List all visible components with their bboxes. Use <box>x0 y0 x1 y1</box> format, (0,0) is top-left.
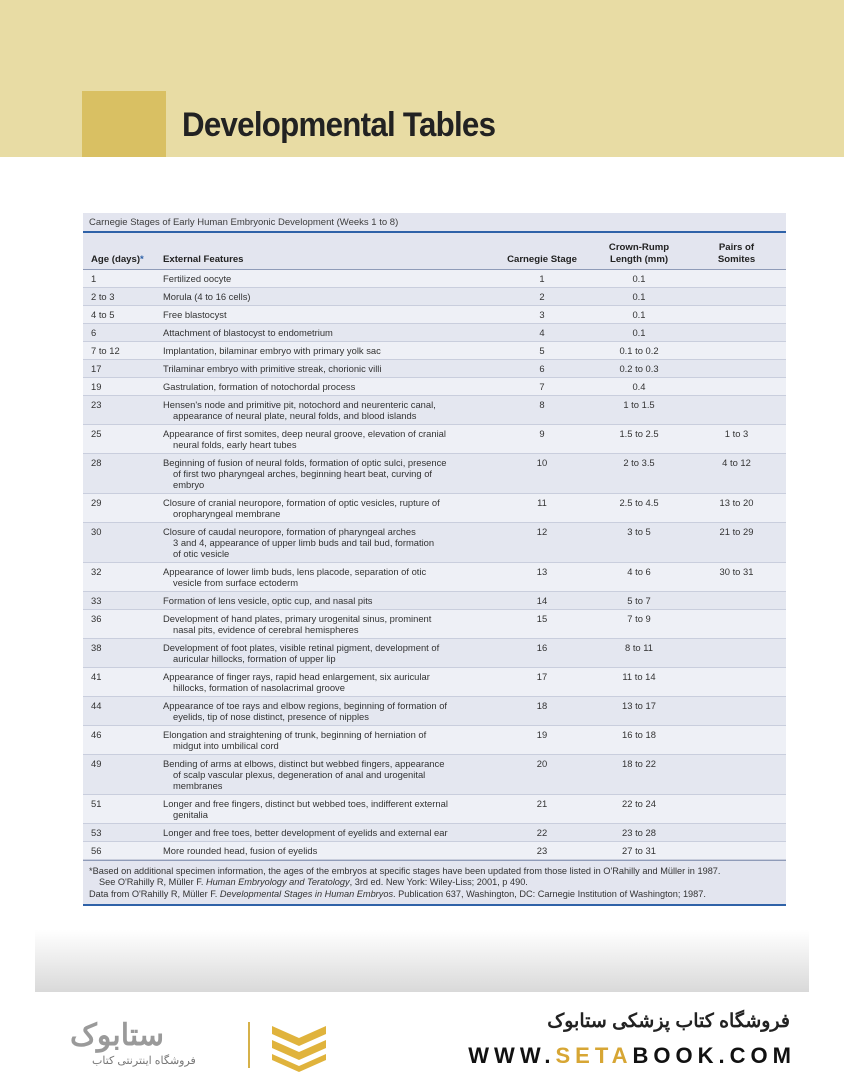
cell-somites <box>687 667 786 696</box>
table-row <box>83 823 786 841</box>
cell-age: 2 to 3 <box>83 287 157 305</box>
table-caption: Carnegie Stages of Early Human Embryonic Development (Weeks 1 to 8) <box>83 213 786 231</box>
cell-somites: 1 to 3 <box>687 424 786 453</box>
carnegie-stages-table <box>83 213 786 906</box>
logo-divider <box>248 1022 250 1068</box>
table-row <box>83 638 786 667</box>
footnote-line-3: Data from O'Rahilly R, Müller F. Developmental Stages in Human Embryos. Publication 637, Washington, DC: Carnegie Institution of Washington; 1987. <box>89 888 706 899</box>
cell-features: Appearance of lower limb buds, lens placode, separation of otic vesicle from surface ectoderm <box>157 562 493 591</box>
cell-somites <box>687 823 786 841</box>
table-row <box>83 522 786 562</box>
cell-stage: 10 <box>493 453 591 493</box>
cell-stage: 23 <box>493 841 591 859</box>
cell-age: 19 <box>83 377 157 395</box>
cell-features: Free blastocyst <box>157 305 493 323</box>
cell-crown-rump: 1.5 to 2.5 <box>591 424 687 453</box>
cell-stage: 9 <box>493 424 591 453</box>
cell-somites <box>687 395 786 424</box>
cell-crown-rump: 27 to 31 <box>591 841 687 859</box>
table-row <box>83 323 786 341</box>
cell-crown-rump: 2.5 to 4.5 <box>591 493 687 522</box>
cell-crown-rump: 8 to 11 <box>591 638 687 667</box>
cell-stage: 16 <box>493 638 591 667</box>
cell-age: 23 <box>83 395 157 424</box>
cell-crown-rump: 0.1 <box>591 305 687 323</box>
table-row <box>83 341 786 359</box>
cell-features: Bending of arms at elbows, distinct but webbed fingers, appearance of scalp vascular plexus, degeneration of anal and urogenital membranes <box>157 754 493 794</box>
cell-crown-rump: 0.4 <box>591 377 687 395</box>
data-table <box>83 233 786 860</box>
footnote-line-1: *Based on additional specimen information, the ages of the embryos at specific stages have been updated from those listed in O'Rahilly and Müller in 1987. <box>89 865 721 876</box>
cell-somites <box>687 341 786 359</box>
cell-age: 53 <box>83 823 157 841</box>
table-row <box>83 377 786 395</box>
table-body <box>83 269 786 859</box>
cell-crown-rump: 7 to 9 <box>591 609 687 638</box>
logo-subtext: فروشگاه اینترنتی کتاب <box>92 1055 196 1067</box>
table-row <box>83 424 786 453</box>
page-shadow <box>35 930 809 992</box>
cell-somites <box>687 377 786 395</box>
cell-age: 51 <box>83 794 157 823</box>
table-row <box>83 794 786 823</box>
column-header-age: Age (days)* <box>83 233 157 269</box>
table-row <box>83 562 786 591</box>
cell-features: Trilaminar embryo with primitive streak, chorionic villi <box>157 359 493 377</box>
table-header-row <box>83 233 786 269</box>
cell-features: Appearance of first somites, deep neural groove, elevation of cranial neural folds, early heart tubes <box>157 424 493 453</box>
cell-crown-rump: 3 to 5 <box>591 522 687 562</box>
cell-somites <box>687 287 786 305</box>
column-header-somites: Pairs of Somites <box>687 233 786 269</box>
cell-stage: 21 <box>493 794 591 823</box>
cell-stage: 22 <box>493 823 591 841</box>
cell-somites: 13 to 20 <box>687 493 786 522</box>
table-row <box>83 667 786 696</box>
cell-crown-rump: 0.1 <box>591 287 687 305</box>
table-row <box>83 395 786 424</box>
cell-features: Development of foot plates, visible retinal pigment, development of auricular hillocks, formation of upper lip <box>157 638 493 667</box>
cell-features: Gastrulation, formation of notochordal process <box>157 377 493 395</box>
page-title: Developmental Tables <box>182 106 496 144</box>
cell-crown-rump: 18 to 22 <box>591 754 687 794</box>
cell-somites <box>687 696 786 725</box>
cell-features: Hensen's node and primitive pit, notochord and neurenteric canal, appearance of neural plate, neural folds, and blood islands <box>157 395 493 424</box>
cell-crown-rump: 13 to 17 <box>591 696 687 725</box>
table-footnote <box>83 860 786 905</box>
cell-age: 32 <box>83 562 157 591</box>
cell-stage: 11 <box>493 493 591 522</box>
cell-features: Elongation and straightening of trunk, beginning of herniation of midgut into umbilical cord <box>157 725 493 754</box>
footnote-line-2: See O'Rahilly R, Müller F. Human Embryology and Teratology, 3rd ed. New York: Wiley-Liss; 2001, p 490. <box>99 877 528 887</box>
cell-somites <box>687 591 786 609</box>
table-row <box>83 453 786 493</box>
bottom-rule <box>83 904 786 906</box>
table-row <box>83 841 786 859</box>
cell-age: 4 to 5 <box>83 305 157 323</box>
table-row <box>83 493 786 522</box>
table-row <box>83 725 786 754</box>
cell-features: Fertilized oocyte <box>157 269 493 287</box>
cell-stage: 20 <box>493 754 591 794</box>
cell-somites <box>687 841 786 859</box>
cell-age: 38 <box>83 638 157 667</box>
cell-stage: 7 <box>493 377 591 395</box>
cell-age: 17 <box>83 359 157 377</box>
cell-features: Longer and free toes, better development of eyelids and external ear <box>157 823 493 841</box>
cell-stage: 8 <box>493 395 591 424</box>
cell-age: 46 <box>83 725 157 754</box>
cell-age: 49 <box>83 754 157 794</box>
cell-crown-rump: 4 to 6 <box>591 562 687 591</box>
cell-crown-rump: 0.1 <box>591 269 687 287</box>
cell-features: More rounded head, fusion of eyelids <box>157 841 493 859</box>
cell-crown-rump: 0.1 to 0.2 <box>591 341 687 359</box>
cell-stage: 17 <box>493 667 591 696</box>
cell-somites <box>687 609 786 638</box>
cell-age: 29 <box>83 493 157 522</box>
table-row <box>83 269 786 287</box>
cell-age: 33 <box>83 591 157 609</box>
cell-stage: 18 <box>493 696 591 725</box>
cell-age: 44 <box>83 696 157 725</box>
table-row <box>83 591 786 609</box>
cell-somites <box>687 794 786 823</box>
cell-somites <box>687 638 786 667</box>
cell-stage: 5 <box>493 341 591 359</box>
cell-age: 28 <box>83 453 157 493</box>
cell-features: Morula (4 to 16 cells) <box>157 287 493 305</box>
cell-features: Longer and free fingers, distinct but webbed toes, indifferent external genitalia <box>157 794 493 823</box>
cell-somites <box>687 725 786 754</box>
cell-crown-rump: 22 to 24 <box>591 794 687 823</box>
cell-features: Closure of cranial neuropore, formation of optic vesicles, rupture of oropharyngeal membrane <box>157 493 493 522</box>
cell-somites <box>687 359 786 377</box>
cell-features: Attachment of blastocyst to endometrium <box>157 323 493 341</box>
cell-age: 56 <box>83 841 157 859</box>
cell-somites <box>687 269 786 287</box>
header-accent-square <box>82 91 166 157</box>
cell-features: Appearance of toe rays and elbow regions, beginning of formation of eyelids, tip of nose distinct, presence of nipples <box>157 696 493 725</box>
cell-stage: 3 <box>493 305 591 323</box>
cell-age: 36 <box>83 609 157 638</box>
cell-features: Formation of lens vesicle, optic cup, and nasal pits <box>157 591 493 609</box>
column-header-stage: Carnegie Stage <box>493 233 591 269</box>
cell-stage: 14 <box>493 591 591 609</box>
cell-age: 1 <box>83 269 157 287</box>
store-name: فروشگاه کتاب پزشکی ستابوک <box>547 1011 790 1032</box>
cell-stage: 15 <box>493 609 591 638</box>
cell-stage: 4 <box>493 323 591 341</box>
cell-stage: 19 <box>493 725 591 754</box>
cell-somites <box>687 754 786 794</box>
cell-crown-rump: 0.2 to 0.3 <box>591 359 687 377</box>
table-row <box>83 609 786 638</box>
cell-stage: 2 <box>493 287 591 305</box>
cell-crown-rump: 23 to 28 <box>591 823 687 841</box>
cell-stage: 6 <box>493 359 591 377</box>
cell-crown-rump: 11 to 14 <box>591 667 687 696</box>
logo-text: ستابوک <box>70 1019 165 1052</box>
cell-age: 6 <box>83 323 157 341</box>
table-row <box>83 287 786 305</box>
setabook-logo <box>70 1018 330 1074</box>
cell-age: 25 <box>83 424 157 453</box>
table-row <box>83 696 786 725</box>
table-row <box>83 305 786 323</box>
store-url[interactable]: WWW.SETABOOK.COM <box>468 1043 796 1068</box>
table-row <box>83 359 786 377</box>
cell-age: 30 <box>83 522 157 562</box>
cell-stage: 13 <box>493 562 591 591</box>
cell-age: 41 <box>83 667 157 696</box>
cell-somites <box>687 323 786 341</box>
book-stack-icon <box>264 1020 334 1072</box>
cell-stage: 1 <box>493 269 591 287</box>
cell-crown-rump: 0.1 <box>591 323 687 341</box>
cell-crown-rump: 5 to 7 <box>591 591 687 609</box>
cell-features: Appearance of finger rays, rapid head enlargement, six auricular hillocks, formation of nasolacrimal groove <box>157 667 493 696</box>
cell-features: Closure of caudal neuropore, formation of pharyngeal arches 3 and 4, appearance of upper limb buds and tail bud, formation of otic vesicle <box>157 522 493 562</box>
cell-somites: 21 to 29 <box>687 522 786 562</box>
cell-features: Beginning of fusion of neural folds, formation of optic sulci, presence of first two pharyngeal arches, beginning heart beat, curving of embryo <box>157 453 493 493</box>
column-header-crown-rump: Crown-Rump Length (mm) <box>591 233 687 269</box>
cell-somites: 30 to 31 <box>687 562 786 591</box>
cell-features: Development of hand plates, primary urogenital sinus, prominent nasal pits, evidence of cerebral hemispheres <box>157 609 493 638</box>
column-header-features: External Features <box>157 233 493 269</box>
cell-stage: 12 <box>493 522 591 562</box>
table-row <box>83 754 786 794</box>
cell-crown-rump: 2 to 3.5 <box>591 453 687 493</box>
cell-age: 7 to 12 <box>83 341 157 359</box>
cell-features: Implantation, bilaminar embryo with primary yolk sac <box>157 341 493 359</box>
cell-somites: 4 to 12 <box>687 453 786 493</box>
cell-somites <box>687 305 786 323</box>
cell-crown-rump: 16 to 18 <box>591 725 687 754</box>
cell-crown-rump: 1 to 1.5 <box>591 395 687 424</box>
